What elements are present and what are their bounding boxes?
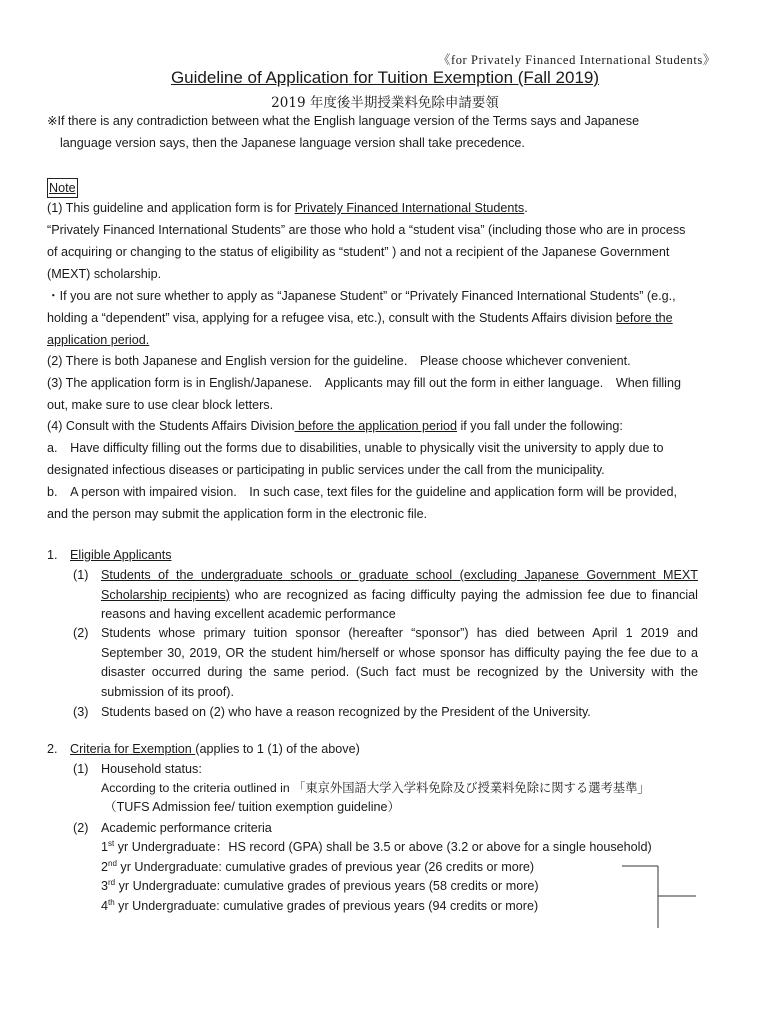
privately-financed-link-text: Privately Financed International Students [294, 201, 525, 215]
section-2-item-2-title: Academic performance criteria [101, 821, 272, 835]
section-2-item-1-line-2: （TUFS Admission fee/ tuition exemption guideline） [104, 800, 401, 814]
section-1-item-2: Students whose primary tuition sponsor (hereafter “sponsor”) has died between April 1 2019 and September 30, 2019, OR the student him/herself or whose sponsor has difficulty paying the fee due to a disaster occurred during the same period. (Such fact must be recognized by the University with the submission of its proof). [101, 626, 698, 699]
note-item-3: (3) The application form is in English/Japanese. Applicants may fill out the form in either language. When filling out, make sure to use clear block letters. [47, 376, 681, 412]
disclaimer-line-1: ※If there is any contradiction between what the English language version of the Terms says and Japanese [47, 114, 640, 128]
section-2-item-1-title: Household status: [101, 762, 202, 776]
section-1-item-3: Students based on (2) who have a reason recognized by the President of the University. [101, 705, 591, 719]
section-1-item-1-number: (1) [73, 568, 89, 582]
criteria-row: 4th yr Undergraduate: cumulative grades of previous years (94 credits or more) [101, 898, 539, 913]
note-label: Note [47, 178, 78, 198]
criteria-bracket-lines [620, 862, 700, 932]
section-2-heading: Criteria for Exemption (applies to 1 (1) of the above) [70, 742, 360, 756]
note-item-2: (2) There is both Japanese and English version for the guideline. Please choose whichever convenient. [47, 354, 631, 368]
note-item-4a: a. Have difficulty filling out the forms due to disabilities, unable to physically visit the university to apply due to designated infectious diseases or participating in public services under the call from the municipality. [47, 441, 664, 477]
criteria-row: 3rd yr Undergraduate: cumulative grades of previous years (58 credits or more) [101, 878, 539, 893]
criteria-row: 1st yr Undergraduate：HS record (GPA) shall be 3.5 or above (3.2 or above for a single household) [101, 839, 652, 854]
section-2-item-1-line-1: According to the criteria outlined in 「東京外国語大学入学料免除及び授業料免除に関する選考基準」 [101, 781, 650, 795]
section-1-item-1: Students of the undergraduate schools or graduate school (excluding Japanese Government MEXT Scholarship recipients) who are recognized as facing difficulty paying the admission fee due to financial reasons and having excellent academic performance [101, 568, 698, 621]
section-1-heading: Eligible Applicants [70, 548, 172, 562]
page-title: Guideline of Application for Tuition Exemption (Fall 2019) [170, 68, 600, 87]
note-definition: “Privately Financed International Students” are those who hold a “student visa” (including those who are in process of acquiring or changing to the status of eligibility as “student” ) and not a recipient of the Japanese Government (MEXT) scholarship. [47, 223, 686, 281]
note-bullet: ・If you are not sure whether to apply as “Japanese Student” or “Privately Financed International Students” (e.g., holding a “dependent” visa, applying for a refugee visa, etc.), consult with the Students Affairs division before the application period. [47, 289, 676, 347]
note-item-1: (1) This guideline and application form is for Privately Financed International Students. [47, 201, 528, 215]
criteria-row: 2nd yr Undergraduate: cumulative grades of previous year (26 credits or more) [101, 859, 535, 874]
disclaimer-line-2: language version says, then the Japanese language version shall take precedence. [60, 136, 525, 150]
audience-label: 《for Privately Financed International Students》 [437, 53, 716, 67]
note-item-4: (4) Consult with the Students Affairs Division before the application period if you fall under the following: [47, 419, 623, 433]
note-item-4b: b. A person with impaired vision. In such case, text files for the guideline and application form will be provided, and the person may submit the application form in the electronic file. [47, 485, 678, 521]
section-1-item-3-number: (3) [73, 705, 89, 719]
section-2-item-2-number: (2) [73, 821, 89, 835]
page-title-japanese: 2019 年度後半期授業料免除申請要領 [271, 95, 499, 111]
section-1-number: 1. [47, 548, 58, 562]
section-2-number: 2. [47, 742, 58, 756]
section-2-item-1-number: (1) [73, 762, 89, 776]
section-1-item-2-number: (2) [73, 626, 89, 640]
